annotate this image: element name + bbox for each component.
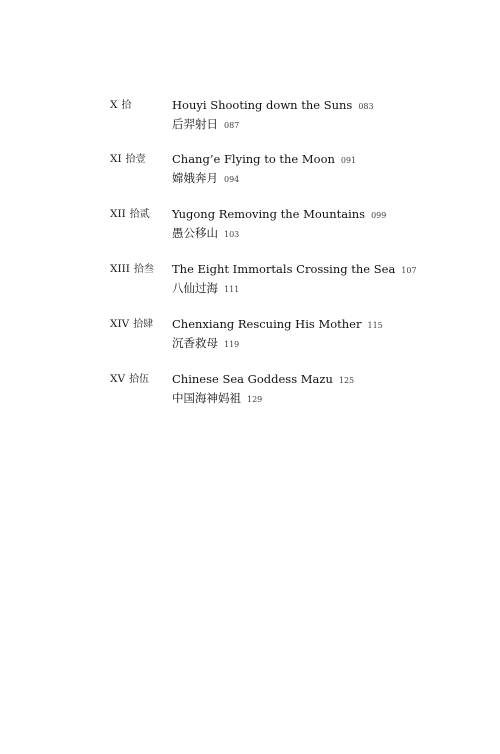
page-number: 083 — [358, 102, 374, 111]
page-number: 119 — [224, 340, 240, 349]
page-number: 125 — [338, 376, 355, 385]
chapter-title-en[interactable] — [172, 151, 356, 169]
title-en-text: Chinese Sea Goddess Mazu — [172, 372, 333, 386]
chapter-title-en[interactable] — [172, 206, 386, 224]
chapter-title-en[interactable] — [172, 371, 354, 389]
roman-numeral: X — [110, 99, 118, 111]
page-number: 094 — [224, 175, 240, 184]
chapter-title-zh[interactable] — [172, 390, 262, 408]
title-zh-text: 八仙过海 — [172, 281, 218, 295]
chapter-title-zh[interactable] — [172, 116, 239, 134]
page-number: 103 — [224, 230, 240, 239]
title-zh-text: 愚公移山 — [172, 226, 218, 240]
title-zh-text: 中国海神妈祖 — [172, 391, 241, 405]
page-number: 099 — [371, 211, 387, 220]
chapter-title-zh[interactable] — [172, 225, 239, 243]
title-zh-text: 嫦娥奔月 — [172, 171, 218, 185]
page-number: 129 — [247, 395, 263, 404]
chapter-numeral — [110, 262, 154, 277]
title-en-text: Yugong Removing the Mountains — [172, 207, 366, 221]
chinese-numeral: 拾伍 — [129, 374, 150, 385]
title-en-text: Chang’e Flying to the Moon — [172, 152, 335, 166]
chapter-numeral — [110, 98, 131, 113]
chapter-title-en[interactable] — [172, 261, 417, 279]
chapter-numeral — [110, 372, 149, 387]
chinese-numeral: 拾 — [121, 100, 132, 111]
roman-numeral: XIII — [110, 263, 130, 275]
chapter-title-zh[interactable] — [172, 335, 239, 353]
chapter-numeral — [110, 207, 150, 222]
title-en-text: Chenxiang Rescuing His Mother — [172, 317, 362, 331]
page-number: 115 — [367, 321, 383, 330]
chapter-title-en[interactable] — [172, 97, 374, 115]
title-en-text: The Eight Immortals Crossing the Sea — [172, 262, 396, 276]
chapter-numeral — [110, 152, 146, 167]
roman-numeral: XII — [110, 208, 126, 220]
title-zh-text: 后羿射日 — [172, 117, 218, 131]
title-en-text: Houyi Shooting down the Suns — [172, 98, 353, 112]
roman-numeral: XIV — [110, 318, 130, 330]
chapter-numeral — [110, 317, 153, 332]
chinese-numeral: 拾肆 — [133, 319, 154, 330]
roman-numeral: XV — [110, 373, 126, 385]
page-number: 091 — [340, 156, 357, 165]
chapter-title-en[interactable] — [172, 316, 383, 334]
page-number: 107 — [401, 266, 417, 275]
chapter-title-zh[interactable] — [172, 280, 239, 298]
title-zh-text: 沉香救母 — [172, 336, 218, 350]
chinese-numeral: 拾壹 — [125, 154, 146, 165]
chinese-numeral: 拾叁 — [133, 264, 154, 275]
chapter-title-zh[interactable] — [172, 170, 239, 188]
page-number: 111 — [224, 285, 240, 294]
chinese-numeral: 拾贰 — [129, 209, 150, 220]
roman-numeral: XI — [110, 153, 122, 165]
page-number: 087 — [224, 121, 240, 130]
